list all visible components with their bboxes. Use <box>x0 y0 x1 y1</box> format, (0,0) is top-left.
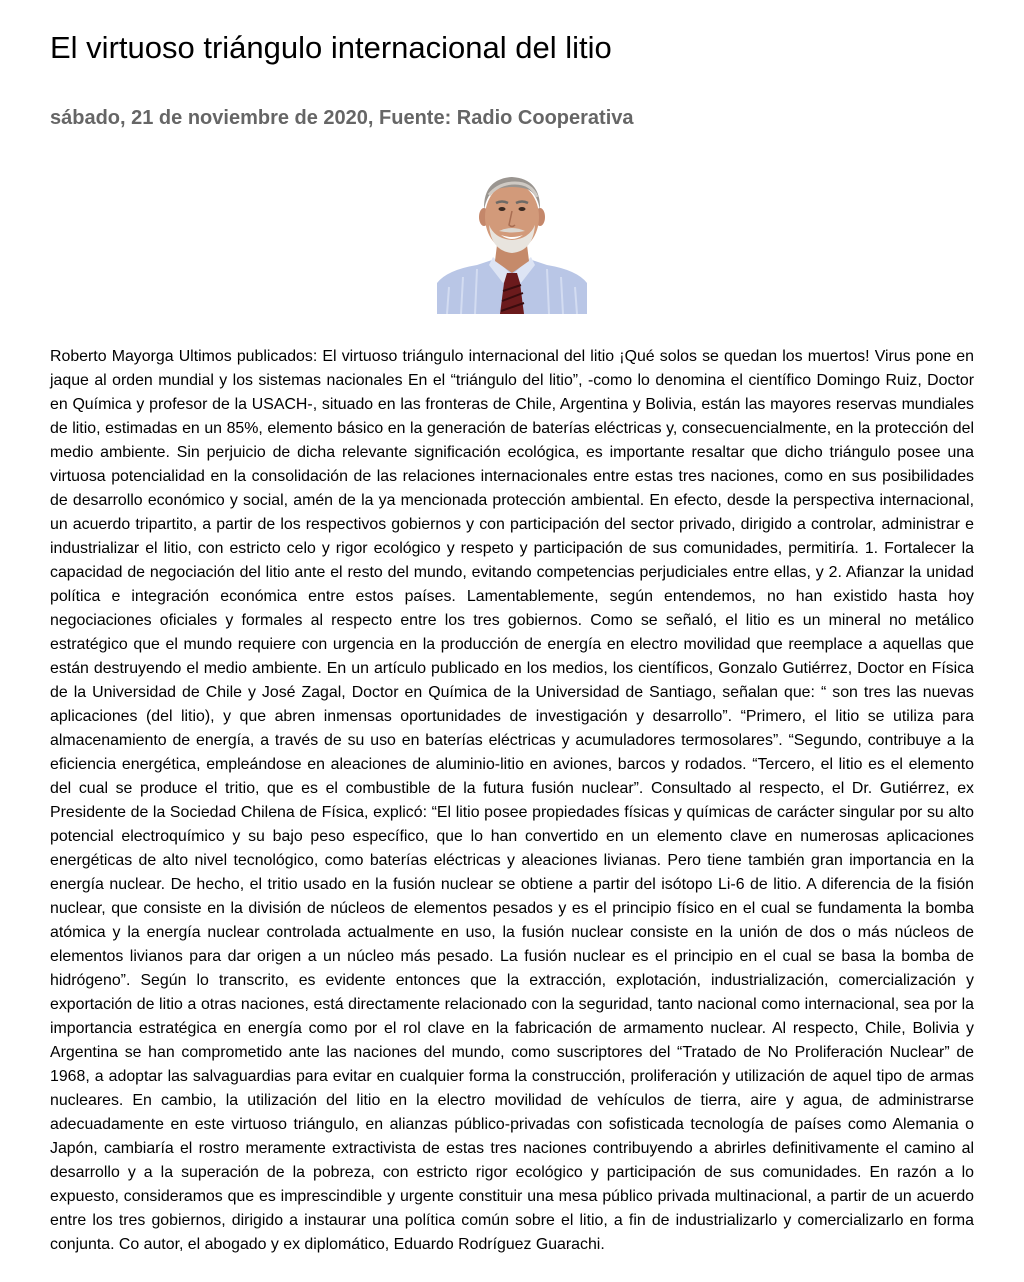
article-title: El virtuoso triángulo internacional del litio <box>50 30 612 65</box>
portrait-illustration <box>437 165 587 314</box>
article-body: Roberto Mayorga Ultimos publicados: El virtuoso triángulo internacional del litio ¡Qué solos se quedan los muertos! Virus pone en jaque al orden mundial y los sistemas nacionales En el “triángulo del litio”, -como lo denomina el científico Domingo Ruiz, Doctor en Química y profesor de la USACH-, situado en las fronteras de Chile, Argentina y Bolivia, están las mayores reservas mundiales de litio, estimadas en un 85%, elemento básico en la generación de baterías eléctricas y, consecuencialmente, en la protección del medio ambiente. Sin perjuicio de dicha relevante significación ecológica, es importante resaltar que dicho triángulo posee una virtuosa potencialidad en la consolidación de las relaciones internacionales entre estas tres naciones, como en sus posibilidades de desarrollo económico y social, amén de la ya mencionada protección ambiental. En efecto, desde la perspectiva internacional, un acuerdo tripartito, a partir de los respectivos gobiernos y con participación del sector privado, dirigido a controlar, administrar e industrializar el litio, con estricto celo y rigor ecológico y respeto y participación de sus comunidades, permitiría. 1. Fortalecer la capacidad de negociación del litio ante el resto del mundo, evitando competencias perjudiciales entre ellas, y 2. Afianzar la unidad política e integración económica entre estos países. Lamentablemente, según entendemos, no han existido hasta hoy negociaciones oficiales y formales al respecto entre los tres gobiernos. Como se señaló, el litio es un mineral no metálico estratégico que el mundo requiere con urgencia en la producción de energía en electro movilidad que reemplace a aquellas que están destruyendo el medio ambiente. En un artículo publicado en los medios, los científicos, Gonzalo Gutiérrez, Doctor en Física de la Universidad de Chile y José Zagal, Doctor en Química de la Universidad de Santiago, señalan que: “ son tres las nuevas aplicaciones (del litio), y que abren inmensas oportunidades de investigación y desarrollo”. “Primero, el litio se utiliza para almacenamiento de energía, a través de su uso en baterías eléctricas y acumuladores termosolares”. “Segundo, contribuye a la eficiencia energética, empleándose en aleaciones de aluminio-litio en aviones, barcos y rodados. “Tercero, el litio es el elemento del cual se produce el tritio, que es el combustible de la futura fusión nuclear”. Consultado al respecto, el Dr. Gutiérrez, ex Presidente de la Sociedad Chilena de Física, explicó: “El litio posee propiedades físicas y químicas de carácter singular por su alto potencial electroquímico y su bajo peso específico, que lo han convertido en un elemento clave en numerosas aplicaciones energéticas de alto nivel tecnológico, como baterías eléctricas y aleaciones livianas. Pero tiene también gran importancia en la energía nuclear. De hecho, el tritio usado en la fusión nuclear se obtiene a partir del isótopo Li-6 de litio. A diferencia de la fisión nuclear, que consiste en la división de núcleos de elementos pesados y es el principio físico en el cual se fundamenta la bomba atómica y la energía nuclear controlada actualmente en uso, la fusión nuclear consiste en la unión de dos o más núcleos de elementos livianos para dar origen a un núcleo más pesado. La fusión nuclear es el principio en el cual se basa la bomba de hidrógeno”. Según lo transcrito, es evidente entonces que la extracción, explotación, industrialización, comercialización y exportación de litio a otras naciones, está directamente relacionado con la seguridad, tanto nacional como internacional, sea por la importancia estratégica en energía como por el rol clave en la fabricación de armamento nuclear. Al respecto, Chile, Bolivia y Argentina se han comprometido ante las naciones del mundo, como suscriptores del “Tratado de No Proliferación Nuclear” de 1968, a adoptar las salvaguardias para evitar en cualquier forma la construcción, proliferación y utilización de aquel tipo de armas nucleares. En cambio, la utilización del litio en la electro movilidad de vehículos de tierra, aire y agua, de administrarse adecuadamente en este virtuoso triángulo, en alianzas público-privadas con sofisticada tecnología de países como Alemania o Japón, cambiaría el rostro meramente extractivista de estas tres naciones contribuyendo a abrirles definitivamente el camino al desarrollo y a la superación de la pobreza, con estricto rigor ecológico y participación de sus comunidades. En razón a lo expuesto, consideramos que es imprescindible y urgente constituir una mesa público privada multinacional, a partir de un acuerdo entre los tres gobiernos, dirigido a instaurar una política común sobre el litio, a fin de industrializarlo y comercializarlo en forma conjunta. Co autor, el abogado y ex diplomático, Eduardo Rodríguez Guarachi. <box>50 348 974 1253</box>
portrait-photo <box>437 165 587 314</box>
article-dateline: sábado, 21 de noviembre de 2020, Fuente: Radio Cooperativa <box>50 107 634 129</box>
